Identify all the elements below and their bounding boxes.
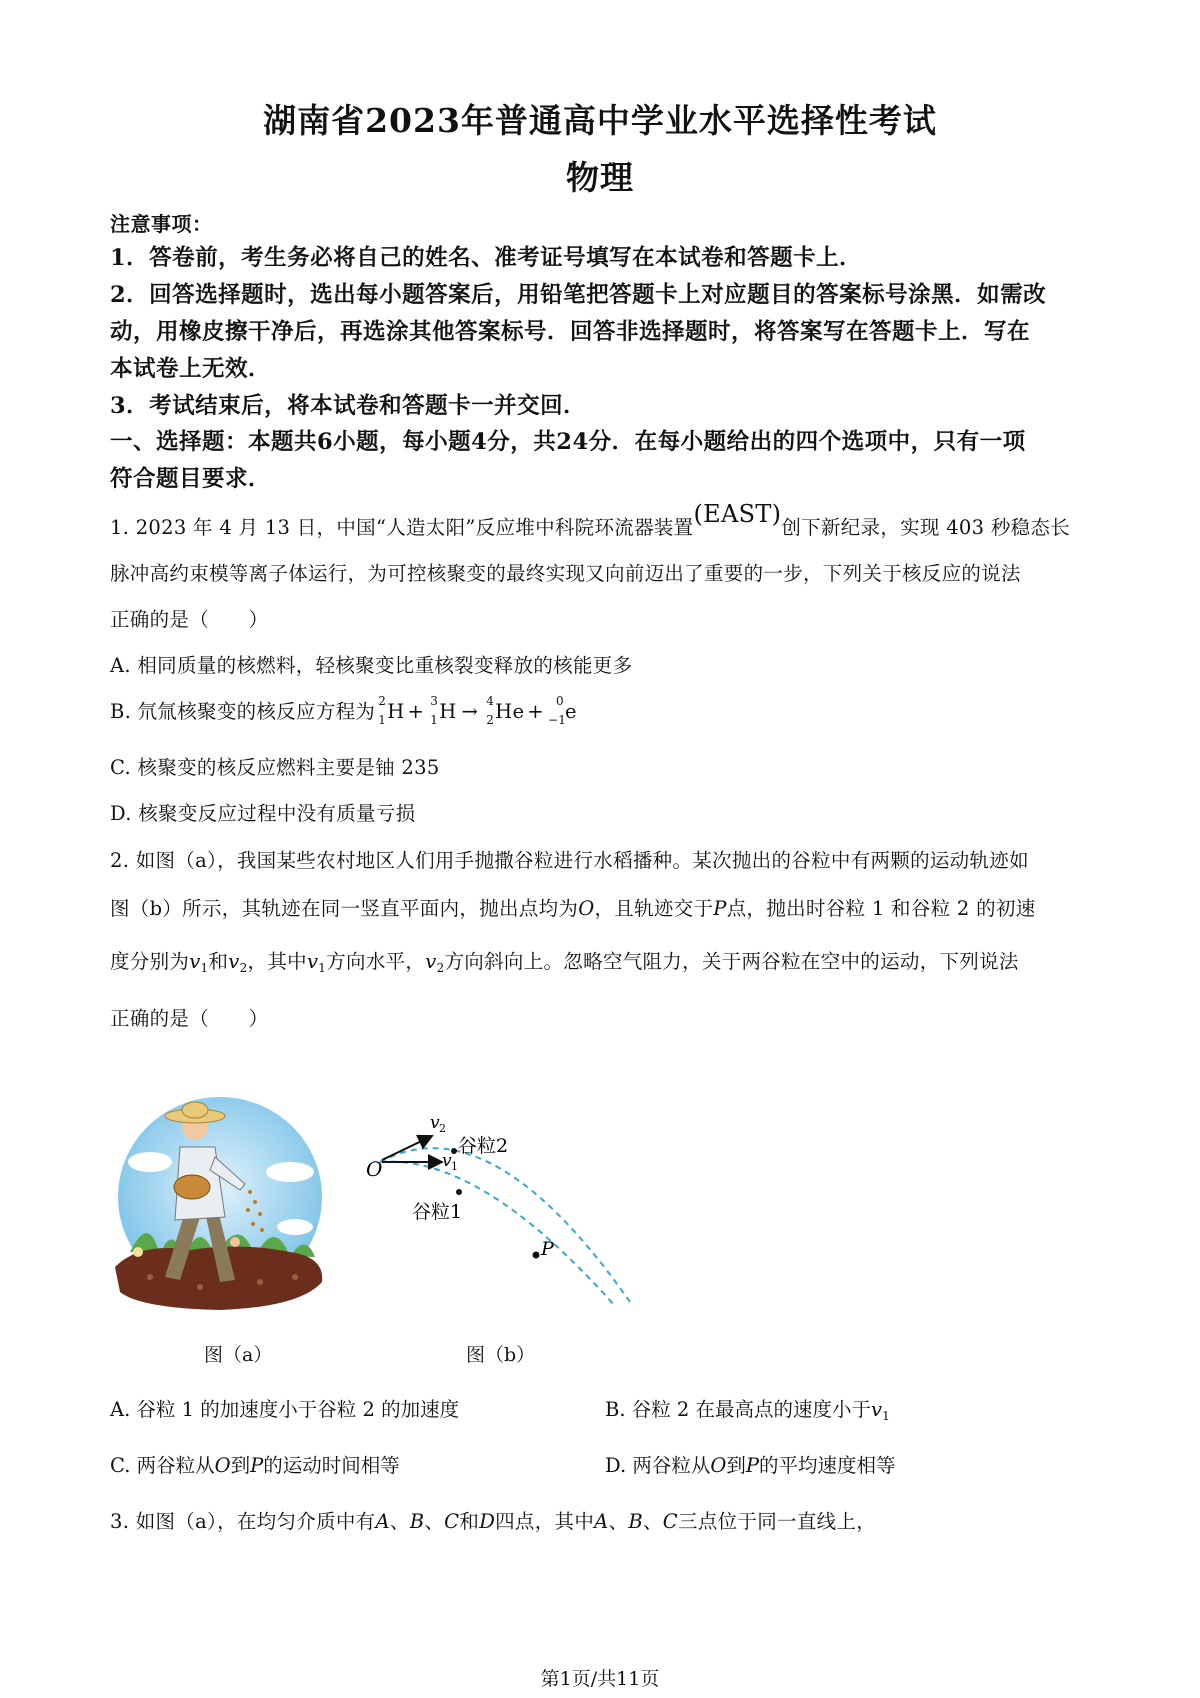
label-v1-sub: 1 [451,1160,458,1173]
notice-item-1: 1．答卷前，考生务必将自己的姓名、准考证号填写在本试卷和答题卡上． [110,245,863,271]
point-o: O [578,897,595,920]
label-v1: v [442,1151,452,1171]
point-p: P [745,1454,759,1477]
velocity-v2: v [228,950,240,973]
trajectory-grain-2 [380,1148,630,1302]
q2-option-d-text: D. 两谷粒从 [605,1454,711,1477]
label-p: P [541,1238,554,1260]
notice-item-2-end: 本试卷上无效． [110,356,272,382]
nuclide-mass: 4 [486,694,495,708]
exam-title: 湖南省2023年普通高中学业水平选择性考试 [263,101,937,140]
subscript: 2 [239,961,248,975]
label-o: O [366,1157,383,1181]
point-b: B [409,1510,425,1533]
subscript: 1 [200,961,209,975]
subscript: 1 [882,1409,890,1423]
point-o: O [710,1454,727,1477]
east-label: (EAST) [693,500,782,528]
q2-text: 和 [208,950,229,973]
q2-option-d-text: 到 [726,1454,746,1477]
q2-option-b [605,1394,890,1423]
point-p-dot [533,1252,540,1259]
q2-line-4: 正确的是（ ） [110,1007,269,1030]
point-d: D [479,1510,496,1533]
label-v2-sub: 2 [439,1122,446,1135]
separator: 、 [642,1510,663,1533]
point-c: C [444,1510,460,1533]
label-grain-1: 谷粒1 [412,1201,463,1223]
q1-option-b [110,694,577,727]
velocity-v1: v [189,950,201,973]
q2-line-1: 2. 如图（a），我国某些农村地区人们用手抛撒谷粒进行水稻播种。某次抛出的谷粒中有两颗的运动轨迹如 [110,849,1029,872]
q3-text: 3. 如图（a），在均匀介质中有 [110,1510,376,1533]
trajectory-diagram [360,1092,660,1322]
nuclide-symbol: e [564,700,577,723]
point-p: P [713,897,727,920]
q1-line-1 [110,500,1071,540]
velocity-v1: v [306,950,319,973]
q1-option-c: C. 核聚变的核反应燃料主要是铀 235 [110,756,440,779]
point-o: O [214,1454,231,1477]
point-b: B [628,1510,643,1533]
point-a: A [594,1510,609,1533]
nuclide-mass: 2 [378,694,387,708]
q2-option-c-text: 到 [230,1454,251,1477]
q2-option-c [110,1450,400,1478]
q3-text: 四点，其中 [495,1510,595,1533]
q1-option-d: D. 核聚变反应过程中没有质量亏损 [110,802,416,825]
velocity-v1: v [871,1398,883,1421]
section-heading-cont: 符合题目要求． [110,466,272,492]
nuclide-symbol: H [387,700,405,723]
notice-item-3: 3．考试结束后，将本试卷和答题卡一并交回． [110,393,587,419]
subscript: 2 [436,961,445,975]
q3-text: 三点位于同一直线上， [678,1510,877,1533]
plus-sign: + [527,700,544,723]
point-c: C [662,1510,679,1533]
q2-text: 图（b）所示，其轨迹在同一竖直平面内，抛出点均为 [110,897,579,920]
point-p: P [250,1454,264,1477]
plus-sign: + [407,700,425,723]
q1-line-3: 正确的是（ ） [110,608,269,631]
section-heading: 一、选择题：本题共6小题，每小题4分，共24分．在每小题给出的四个选项中，只有一项 [110,429,1026,455]
q1-line-2: 脉冲高约束模等离子体运行，为可控核聚变的最终实现又向前迈出了重要的一步，下列关于核反应的说法 [110,562,1021,585]
velocity-v2: v [425,950,437,973]
q1-text-b: 创下新纪录，实现 403 秒稳态长 [781,516,1071,539]
q2-text: 点，抛出时谷粒 1 和谷粒 2 的初速 [726,897,1036,920]
label-v2: v [430,1113,440,1133]
figure-b-caption: 图（b） [466,1344,536,1366]
farmer-illustration [110,1092,330,1322]
nuclide-helium [486,694,525,727]
q3-text: 和 [459,1510,480,1533]
notice-item-2-cont: 动，用橡皮擦干净后，再选涂其他答案标号．回答非选择题时，将答案写在答题卡上．写在 [110,319,1031,345]
subject-title: 物理 [566,158,634,197]
label-grain-2: 谷粒2 [458,1135,509,1157]
q2-line-3 [110,946,1019,975]
nuclide-tritium [430,694,457,727]
grain-2-dot [451,1148,457,1154]
notice-heading: 注意事项： [110,212,213,236]
nuclide-symbol: H [439,700,457,723]
nuclide-symbol: He [495,700,525,723]
nuclide-deuterium [378,694,405,727]
q1-option-b-text: B. 氘氚核聚变的核反应方程为 [110,700,376,723]
q2-text: 方向斜向上。忽略空气阻力，关于两谷粒在空中的运动，下列说法 [444,950,1019,973]
figure-a-caption: 图（a） [204,1344,273,1366]
q2-text: ，其中 [247,950,307,973]
page-number: 第1页/共11页 [540,1668,660,1690]
q1-option-a: A. 相同质量的核燃料，轻核聚变比重核裂变释放的核能更多 [110,654,633,677]
separator: 、 [389,1510,410,1533]
trajectory-grain-1 [380,1162,615,1306]
separator: 、 [424,1510,445,1533]
q1-text-a: 1. 2023 年 4 月 13 日，中国“人造太阳”反应堆中科院环流器装置 [110,516,694,539]
arrow-icon: → [461,700,479,723]
grain-1-dot [456,1189,462,1195]
q2-option-d-text: 的平均速度相等 [758,1454,896,1477]
q2-text: 方向水平， [326,950,426,973]
nuclide-charge: 1 [430,713,439,727]
q2-line-2 [110,893,1036,921]
nuclide-mass: 0 [556,694,564,708]
q2-option-c-text: C. 两谷粒从 [110,1454,215,1477]
nuclide-charge: 2 [486,713,495,727]
q2-option-c-text: 的运动时间相等 [263,1454,400,1477]
q2-text: ，且轨迹交于 [594,897,714,920]
q2-option-d [605,1450,896,1478]
nuclide-charge: 1 [378,713,387,727]
q2-option-b-text: B. 谷粒 2 在最高点的速度小于 [605,1398,872,1421]
nuclide-electron [547,694,577,727]
point-a: A [375,1510,390,1533]
separator: 、 [608,1510,629,1533]
notice-item-2: 2．回答选择题时，选出每小题答案后，用铅笔把答题卡上对应题目的答案标号涂黑．如需改 [110,282,1047,308]
q2-text: 度分别为 [110,950,190,973]
nuclide-mass: 3 [430,694,439,708]
q2-option-a: A. 谷粒 1 的加速度小于谷粒 2 的加速度 [110,1398,460,1421]
q3-line-1 [110,1506,876,1534]
subscript: 1 [318,961,327,975]
nuclide-charge: −1 [547,713,567,727]
